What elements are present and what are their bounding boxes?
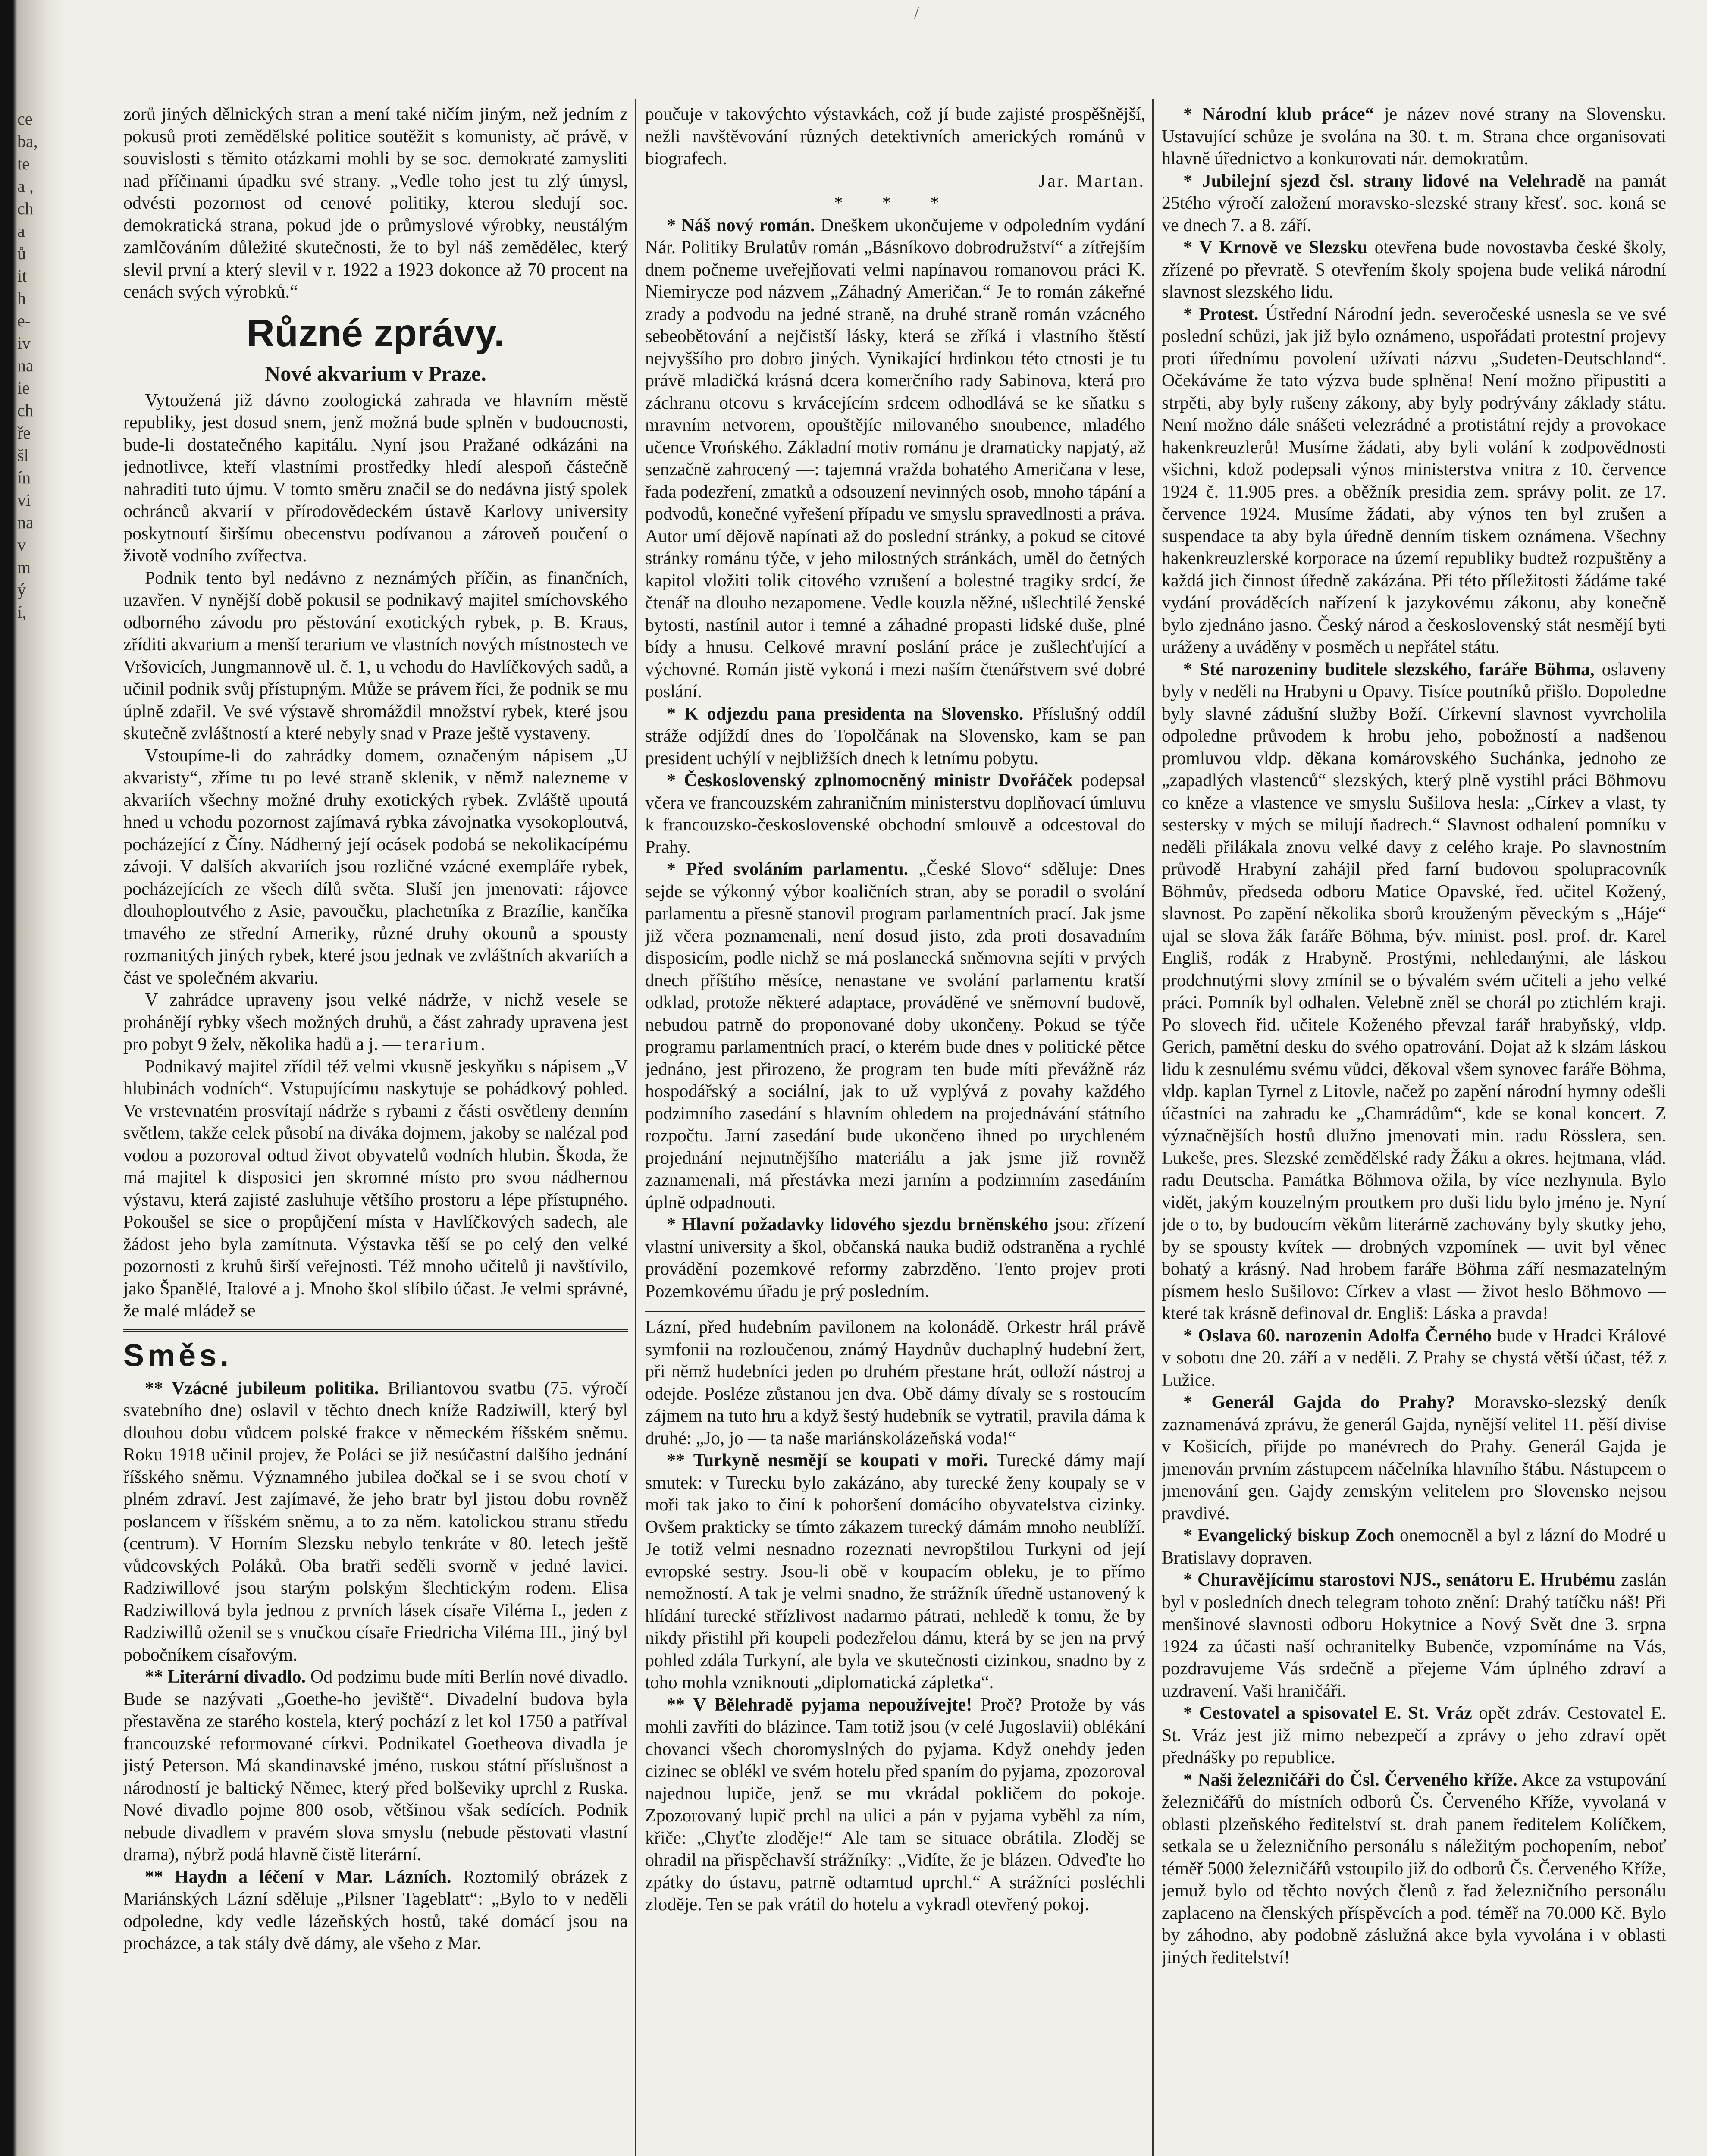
left-fragment: a , (17, 176, 34, 196)
left-fragment: ín (17, 468, 31, 487)
news-item: * Oslava 60. narozenin Adolfa Černého bude v Hradci Králové v sobotu dne 20. září a v neděli. Z Prahy se chystá větší účast, též z Lužice. (1162, 1326, 1666, 1390)
news-item: * Churavějícímu starostovi NJS., senátoru E. Hrubému zaslán byl v posledních dnech telegram tohoto znění: Drahý tatíčku náš! Při menšinové slavnosti odboru Hokytnice a Nový Svět dne 3. srpna 1924 za účasti naší ochranitelky Bubenče, vzpomínáme na Vás, pozdravujeme Vás srdečně a přejeme Vám úplného zdraví a uzdravení. Vaši hraničáři. (1162, 1570, 1666, 1701)
section-divider (123, 1329, 628, 1332)
column-2 (645, 103, 1145, 2156)
left-fragment: na (17, 356, 34, 375)
news-item: ** Turkyně nesmějí se koupati v moři. Turecké dámy mají smutek: v Turecku bylo zakázáno, aby turecké ženy koupaly se v moři tak jako to činí k pohoršení domácího obyvatelstva cizinky. Ovšem prakticky se tímto zákazem turecký dámám mnoho neublíží. Je totiž velmi nesnadno rozeznati nevropštilou Turkyni od její evropské sestry. Jsou-li obě v koupacím obleku, je to přímo nemožností. A tak je velmi snadno, že strážník úředně ustanovený k hlídání turecké střízlivost nadarmo pátrati, nehledě k tomu, že by nikdy přistihl při koupeli podezřelou dámu, která by se jen na prvý pohled zdála Turkyní, ale byla ve skutečnosti cizinkou, snadno by z toho mohla vzniknouti „diplomatická zápletka“. (645, 1451, 1145, 1692)
article-title: Nové akvarium v Praze. (265, 361, 486, 385)
article-continuation: poučuje v takovýchto výstavkách, což jí bude zajisté prospěšnější, nežli navštěvování různých detektivních amerických románů v biografech. (645, 104, 1145, 169)
article-paragraph: Podnikavý majitel zřídil též velmi vkusně jeskyňku s nápisem „V hlubinách vodních“. Vstupujícímu naskytuje se pohádkový pohled. Ve vrstevnatém prosvítají nádrže s rybami z části osvětleny denním světlem, takže celek působí na diváka dojmem, jakoby se nalézal pod vodou a pozoroval odtud život obyvatelů vodních hlubin. Škoda, že má majitel k disposici jen skromné místo pro svou nádhernou výstavu, která zajisté zasluhuje většího prostoru a lépe přístupného. Pokoušel se sice o propůjčení místa v Havlíčkových sadech, ale žádost jeho byla zamítnuta. Výstavka těší se po celý den velké pozornosti z kruhů širší veřejnosti. Též mnoho učitelů ji navštívilo, jako Španělé, Italové a j. Mnoho škol slíbilo účast. Je velmi správné, že malé mládež se (123, 1056, 628, 1321)
left-fragment: v (17, 535, 26, 555)
left-fragment: ů (17, 244, 26, 263)
news-item-continuation: Lázní, před hudebním pavilonem na kolonádě. Orkestr hrál právě symfonii na rozloučenou, známý Haydnův duchaplný hudební žert, při němž hudebníci jeden po druhém přestane hrát, odloží nástroj a odejde. Posléze zůstanou jen dva. Obě dámy dívaly se s rostoucím zájmem na tuto hru a když šestý hudebník se vytratil, pravila dáma k druhé: „Jo, jo — ta naše mariánskolázeňská voda!“ (645, 1317, 1145, 1448)
left-fragment: ce (17, 109, 33, 128)
news-item: * K odjezdu pana presidenta na Slovensko. Příslušný oddíl stráže odjíždí dnes do Topolčának na Slovensko, kam se pan president uchýlí v nejbližších dnech k letnímu pobytu. (645, 704, 1145, 768)
column-1 (123, 103, 628, 2156)
column-rule-2 (1152, 99, 1154, 2156)
news-item: * Jubilejní sjezd čsl. strany lidové na Velehradě na památ 25tého výročí založení moravsko-slezské strany křesť. soc. koná se ve dnech 7. a 8. září. (1162, 171, 1666, 235)
article-paragraph: V zahrádce upraveny jsou velké nádrže, v nichž vesele se prohánějí rybky všech možných druhů, a část zahrady upravena jest pro pobyt 9 želv, několika hadů a j. — terarium. (123, 990, 628, 1054)
separator-stars: * * * (834, 193, 956, 213)
left-fragment: te (17, 154, 30, 173)
left-fragment: iv (17, 333, 31, 353)
top-mark: / (914, 3, 919, 22)
news-item: * Cestovatel a spisovatel E. St. Vráz opět zdráv. Cestovatel E. St. Vráz jest již mimo nebezpečí a zprávy o jeho zdraví opět přednášky po republice. (1162, 1703, 1666, 1767)
news-item: ** Vzácné jubileum politika. Briliantovou svatbu (75. výročí svatebního dne) oslavil v těchto dnech kníže Radziwill, který byl dlouhou dobu vůdcem polské frakce v německém říšském sněmu. Roku 1918 učinil projev, že Poláci se již nesúčastní dalšího jednání říšského sněmu. Významného jubilea dočkal se i se svou chotí v plném zdraví. Jest zajímavé, že jeho bratr byl jistou dobu rovněž poslancem v říšském sněmu, a to za něm. katolickou stranu středu (centrum). V Horním Slezsku nebylo tenkráte v 80. letech ještě vůdcovských Poláků. Oba bratři seděli svorně v jedné lavici. Radziwillové jsou starým polským šlechtickým rodem. Elisa Radziwillová byla jednou z prvních lásek císaře Viléma I., jeden z Radziwillů oženil se s vnučkou císaře Friedricha Viléma III., jiný byl pobočníkem císařovým. (123, 1378, 628, 1665)
left-fragment: vi (17, 490, 31, 510)
section-title: Různé zprávy. (246, 311, 505, 355)
left-fragment: ch (17, 401, 34, 420)
left-fragment: it (17, 266, 27, 285)
left-fragment: í, (17, 602, 27, 622)
section-divider (645, 1310, 1145, 1312)
left-fragment: ie (17, 378, 30, 398)
news-item: * Československý zplnomocněný ministr Dvořáček podepsal včera ve francouzském zahraničním ministerstvu doplňovací úmluvu k francouzsko-československé obchodní smlouvě a odcestoval do Prahy. (645, 771, 1145, 857)
news-item: * Generál Gajda do Prahy? Moravsko-slezský deník zaznamenává zprávu, že generál Gajda, nynější velitel 11. pěší divise v Košicích, přijde po manévrech do Prahy. Generál Gajda je jmenován prvním zástupcem náčelníka hlavního štábu. Nástupcem o jmenování gen. Gajdy zemským velitelem pro Slovensko nejsou pravdivé. (1162, 1392, 1666, 1523)
left-fragment: ba, (17, 132, 38, 151)
news-item: * V Krnově ve Slezsku otevřena bude novostavba české školy, zřízené po převratě. S otevřením školy spojena bude veliká národní slavnost slezského lidu. (1162, 238, 1666, 302)
article-paragraph: Vytoužená již dávno zoologická zahrada ve hlavním městě republiky, jest dosud snem, jenž možná bude splněn v budoucnosti, bude-li dostatečného kapitálu. Nyní jsou Pražané odkázáni na jednotlivce, kteří vlastními prostředky hledí alespoň částečně nahraditi tuto újmu. V tomto směru značil se do nedávna jistý spolek ochránců akvarií v přírodovědeckém ústavě Karlovy university poskytnoutí širšímu obecenstvu podívanou a zároveň poučení o životě vodního zvířectva. (123, 390, 628, 566)
news-item: * Naši železničáři do Čsl. Červeného kříže. Akce za vstupování železničářů do místních odborů Čs. Červeného Kříže, vyvolaná v oblasti plzeňského ředitelství st. drah panem ředitelem Kolíčkem, setkala se u železničního personálu s náležitým pochopením, neboť téměř 5000 železničářů vstoupilo již do odborů Čs. Červeného Kříže, jemuž bylo od těchto nových členů z řad železničního personálu zaplaceno na členských příspěvcích a pod. téměř na 70.000 Kč. Bylo by záhodno, aby podobně záslužná akce byla vyvolána i v oblasti jiných ředitelství! (1162, 1770, 1666, 1968)
news-item: ** Haydn a léčení v Mar. Lázních. Roztomilý obrázek z Mariánských Lázní sděluje „Pilsner Tageblatt“: „Bylo to v neděli odpoledne, kdy vedle lázeňských hostů, také domácí jsou na procházce, a tak stály dvě dámy, ale všeho z Mar. (123, 1867, 628, 1953)
left-fragment: m (17, 558, 31, 577)
column-3 (1162, 103, 1666, 2156)
scan-right-edge (1707, 0, 1724, 2156)
left-fragment: ře (17, 423, 31, 442)
left-fragment: a (17, 221, 25, 241)
article-paragraph: Vstoupíme-li do zahrádky domem, označeným nápisem „U akvaristy“, zříme tu po levé straně sklenik, v němž nalezneme v akvariích všechny možné druhy exotických rybek. Zvláště upoutá hned u vchodu pozornost zajímavá rybka závojnatka vysokoploutvá, pocházející z Číny. Nádherný její ocásek podobá se nekolikacípému závoji. V dalších akvariích jsou rozličné vzácné exempláře rybek, pocházejících ze všech dílů světa. Sluší jen jmenovati: rájovce dlouhoploutvého z Asie, pavoučku, plachetníka z Brazílie, kančíka tmavého ze střední Ameriky, různé druhy okounů a spousty rozmanitých jiných rybek, které jsou jednak ve zvláštních akvariích a část ve společném akvariu. (123, 746, 628, 988)
news-item: * Evangelický biskup Zoch onemocněl a byl z lázní do Modré u Bratislavy dopraven. (1162, 1526, 1666, 1568)
news-item: * Sté narozeniny buditele slezského, faráře Böhma, oslaveny byly v neděli na Hrabyni u Opavy. Tisíce poutníků přišlo. Dopoledne byly slavné zádušní služby Boží. Církevní slavnost vyvrcholila odpoledne průvodem k hrobu jeho, pobožností a nadšenou promluvou vldp. děkana komárovského Suchánka, jednoho ze „zapadlých vlastenců“ slezských, který plně vystihl práci Böhmovu co kněze a vlastence ve smyslu Sušilova hesla: „Církev a vlast, ty sestersky v mých se milují ňadrech.“ Slavnost odhalení pomníku v neděli přilákala znovu velké davy z celého kraje. Po slavnostním průvodě Hrabyní zahájil před farní budovou spolupracovník Böhmův, předseda odboru Matice Opavské, řed. učitel Kožený, slavnost. Po zapění několika sborů krouženým pěveckým s „Háje“ ujal se slova žák faráře Böhma, býv. minist. posl. prof. dr. Karel Engliš, rodák z Hrabyně. Prostými, nehledanými, ale láskou prodchnutými slovy zmínil se o bývalém svém učiteli a jeho velké práci. Pomník byl odhalen. Velebně zněl se chorál po ztichlém kraji. Po slovech řid. učitele Koženého převzal farář hrabyňský, vldp. Gerich, pamětní desku do svého opatrování. Dojat až k slzám láskou lidu k zesnulému svému vůdci, děkoval všem synovec faráře Böhma, vldp. kaplan Tyrnel z Litovle, načež po zapění národní hymny odešli účastníci na zahradu ke „Chamrádům“, kde se konal koncert. Z význačnějších hostů dlužno jmenovati min. radu Rösslera, sen. Lukeše, pres. Slezské zemědělské rady Žáku a okres. hejtmana, vlád. radu Deutscha. Památka Böhmova ožila, by více nezhynula. Bylo vidět, jakým kouzelným proutkem pro duši lidu bylo jméno je. Nyní jde o to, by budoucím věkům literárně zachovány byly skutky jeho, by se spousty kvítek — drobných vzpomínek — uvit byl věnec bohatý a krásný. Nad hrobem faráře Böhma září nesmazatelným písmem heslo Sušilovo: Církev a vlast — život heslo Böhmovo — které tak krásně definoval dr. Engliš: Láska a pravda! (1162, 659, 1666, 1323)
left-fragment: e- (17, 311, 31, 330)
news-item: * Náš nový román. Dneškem ukončujeme v odpoledním vydání Nár. Politiky Brulatův román „Básníkovo dobrodružství“ a zítřejším dnem počneme uveřejňovati velmi napínavou romanovou práci K. Niemirycze pod názvem „Záhadný Američan.“ Je to román zákeřné zrady a podvodu na jedné straně, na druhé straně román vzácného sebeobětování a nejčistší lásky, která se zříká i vlastního štěstí nejvyššího pro dobro jiných. Vynikající hrdinkou této ctnosti je tu právě mladičká krásná dcera komerčního rady Sabinova, která pro záchranu otcovu s krvácejícím srdcem odhodlává se ke sňatku s mravním netvorem, opouštějíc milovaného snoubence, mladého učence Vrońského. Základní motiv románu je dramaticky napjatý, až senzačně zahrocený —: tajemná vražda bohatého Američana v lese, řada podezření, zmatků a odsouzení nevinných osob, mnoho tápání a podvodů, konečné vyřešení případu ve smyslu spravedlnosti a práva. Autor umí dějově napínati až do poslední stránky, a pokud se citové stránky románu týče, v jeho milostných stránkách, uměl do četných kapitol vložiti tolik citového vzrušení a bolestné tragiky srdcí, že čtenář na dlouho nezapomene. Vedle kouzla něžné, ušlechtilé ženské bytosti, nastínil autor i temné a záhadné propasti lidské duše, plné bídy a hnusu. Celkové mravní poslání práce je zušlechťující a výchovné. Román jistě vykoná i mezi naším čtenářstvem své dobré poslání. (645, 215, 1145, 702)
article-paragraph: Podnik tento byl nedávno z neznámých příčin, as finančních, uzavřen. V nynější době pokusil se podnikavý majitel smíchovského odborného závodu pro pěstování exotických rybek, p. B. Kraus, zříditi akvarium a menší terarium ve vlastních nových místnostech ve Vršovicích, Jungmannově ul. č. 1, u vchodu do Havlíčkových sadů, a učinil podnik svůj přístupným. Může se právem říci, že podnik se mu úplně zdařil. Ve své výstavě shromáždil množství rybek, které jsou skutečně zvláštností a které nebyly snad v Praze ještě vystaveny. (123, 568, 628, 743)
news-item: ** Literární divadlo. Od podzimu bude míti Berlín nové divadlo. Bude se nazývati „Goethe-ho jeviště“. Divadelní budova byla přestavěna ze starého kostela, který pochází z let kol 1750 a patříval francouzské reformované církvi. Podnikatel Goetheova divadla je jistý Peterson. Má skandinavské jméno, ruskou státní příslušnost a národností je baltický Němec, který před bolševiky uprchl z Ruska. Nové divadlo pojme 800 osob, většinou však sedících. Podnik nebude divadlem v pravém slova smyslu (nebude pěstovati vlastní drama), nýbrž podá hlavně čistě literární. (123, 1667, 628, 1865)
news-item: * Před svoláním parlamentu. „České Slovo“ sděluje: Dnes sejde se výkonný výbor koaličních stran, aby se poradil o svolání parlamentu a přesně stanovil program parlamentních prací. Jak jsme již včera poznamenali, není dosud jisto, zda proti dosavadním disposicím, podle nichž se má poslanecká sněmovna sejíti v prvých dnech příštího měsíce, nenastane ve svolání parlamentu kratší odklad, protože některé adaptace, prováděné ve sněmovní budově, nebudou patrně do proponované doby ukončeny. Pokud se týče programu parlamentních prací, o kterém bude dnes v politické pětce jednáno, jest přirozeno, že program ten bude míti převážně ráz hospodářský a sociální, jak to už vyplývá z povahy každého podzimního zasedání s hlavním ohledem na projednávání státního rozpočtu. Jarní zasedání bude ukončeno ihned po urychleném projednání nejnutnějšího materiálu a jak jsme již rovněž zaznamenali, má přestávka mezi jarním a podzimním zasedáním úplně odpadnouti. (645, 859, 1145, 1213)
news-item: * Hlavní požadavky lidového sjezdu brněnského jsou: zřízení vlastní university a škol, občanská nauka budiž odstraněna a rychlé provádění pozemkové reformy zabrzděno. Tento projev proti Pozemkovému úřadu je prý posledním. (645, 1215, 1145, 1301)
news-item: ** V Bělehradě pyjama nepoužívejte! Proč? Protože by vás mohli zavříti do blázince. Tam totiž jsou (v celé Jugoslavii) oblékání chovanci všech choromyslných do pyjama. Když onehdy jeden cizinec se oblékl ve svém hotelu před spaním do pyjama, zpozoroval najednou lupiče, jenž se mu vkrádal pokličem do pokoje. Zpozorovaný lupič prchl na ulici a pán v pyjama vyběhl za ním, křiče: „Chyťte zloděje!“ Ale tam se situace obrátila. Zloděj se ohradil na přispěchavší strážníky: „Vidíte, že je blázen. Odveďte ho zpátky do ústavu, patrně odtamtud uprchl.“ A strážníci posléchli zloděje. Ten se pak vrátil do hotelu a vykradl otevřený pokoj. (645, 1695, 1145, 1915)
article-signature: Jar. Martan. (1038, 171, 1145, 191)
article-signature: terarium. (405, 1034, 487, 1054)
news-item: * Protest. Ústřední Národní jedn. severočeské usnesla se ve své poslední schůzi, jak již bylo oznámeno, uspořádati protestní projevy proti úřednímu povolení užívati názvu „Sudeten-Deutschland“. Očekáváme že tato výzva bude splněna! Není možno připustiti a strpěti, aby byly rušeny zákony, aby byly podrývány základy státu. Není možno dále snášeti velezrádné a protistátní rejdy a provokace hakenkreuzlerů! Musíme žádati, aby byli volání k zodpovědnosti všichni, kdož podepsali výnos ministerstva vnitra z 10. července 1924 č. 11.905 pres. a oběžník presidia zem. správy polit. ze 17. července 1924. Musíme žádati, aby výnos ten byl zrušen a suspendace ta aby byla úředně denním tiskem oznámena. Všechny hakenkreuzlerské korporace na území republiky budtež rozpuštěny a každá jich činnost úředně zakázána. Při této příležitosti žádáme také vydání prováděcích nařízení k jazykovému zákonu, aby konečně bylo zjednáno jasno. Český národ a československý stát nesmějí byti uráženy a uváděny v posměch u nepřátel státu. (1162, 304, 1666, 657)
left-fragment: šl (17, 445, 29, 465)
column-rule-1 (635, 99, 636, 2156)
left-fragment: ch (17, 199, 34, 218)
smes-title: Směs. (123, 1338, 232, 1373)
news-item: * Národní klub práce“ je název nové strany na Slovensku. Ustavující schůze je svolána na 30. t. m. Strana chce organisovati hlavně úřednictvo a konkurovati nár. demokratům. (1162, 104, 1666, 169)
left-fragment: ý (17, 580, 26, 599)
article-continuation: zorů jiných dělnických stran a mení také ničím jiným, než jedním z pokusů proti zemědělské politice soutěžit s komunisty, ač právě, v souvislosti s těmito otázkami mohli by se soc. demokraté zamysliti nad příčinami úpadku své strany. „Vedle toho jest tu zlý úmysl, odvésti pozornost od cenové politiky, kterou sledují soc. demokratická strana, pokud jde o průmyslové výrobky, neustálým zamlčováním důležité skutečnosti, že to byl náš zemědělec, který slevil první a který slevil v r. 1922 a 1923 dokonce až 70 procent na cenách svých výrobků.“ (123, 104, 628, 302)
left-fragment: h (17, 288, 26, 308)
left-fragment: na (17, 513, 34, 532)
